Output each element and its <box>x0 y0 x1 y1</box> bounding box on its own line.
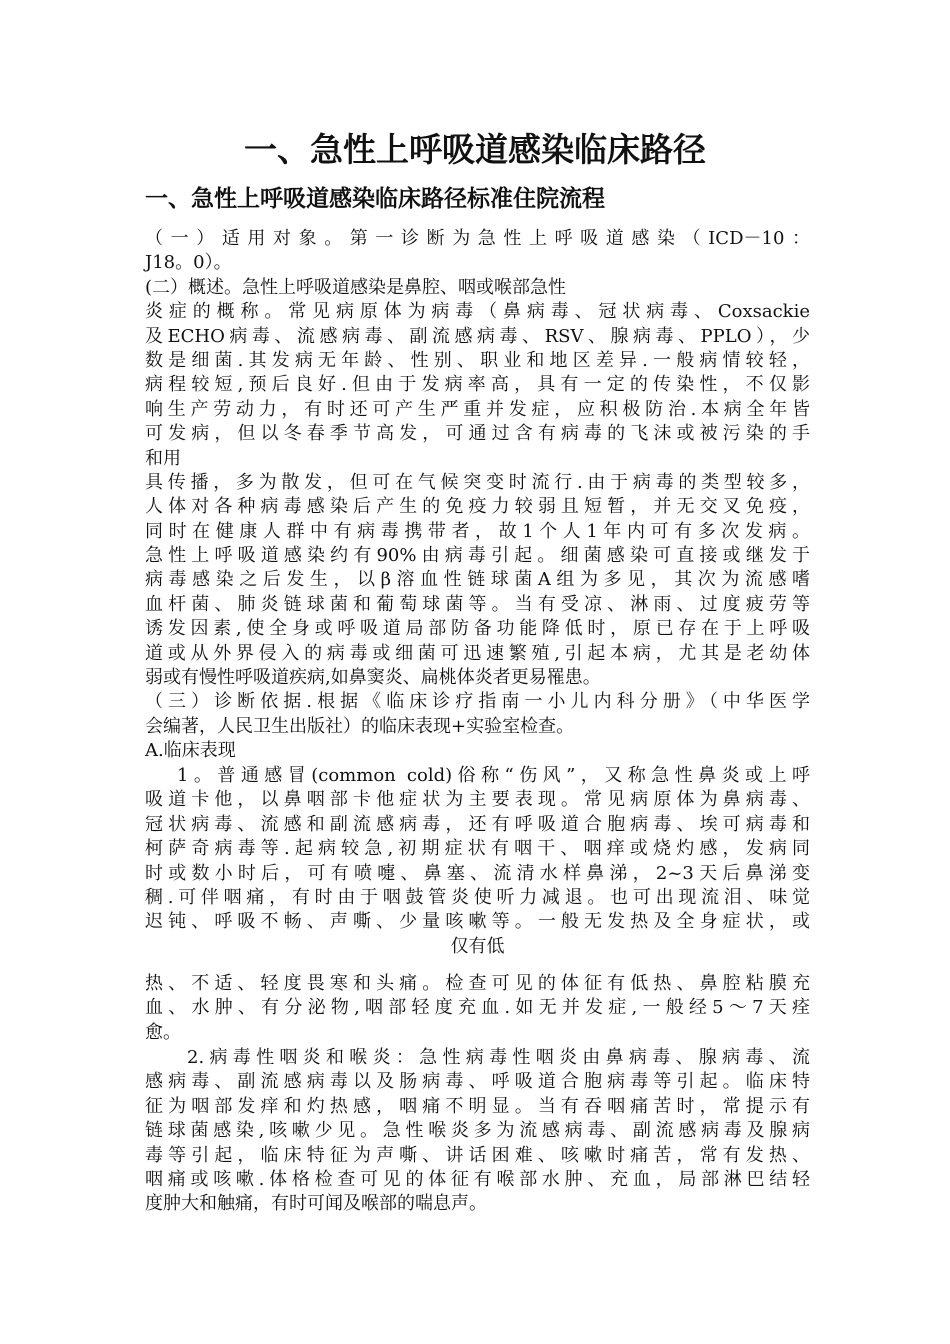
text-line: 迟钝、呼吸不畅、声嘶、少量咳嗽等。一般无发热及全身症状，或 <box>145 911 810 933</box>
text-line: 愈。 <box>145 1021 181 1043</box>
text-line: 炎症的概称。常见病原体为病毒（鼻病毒、冠状病毒、Coxsackie <box>145 301 810 323</box>
text-line: J18。0）。 <box>145 252 232 274</box>
paragraph-common-cold-continued <box>145 972 810 1045</box>
text-line: 具传播，多为散发，但可在气候突变时流行.由于病毒的类型较多， <box>145 471 810 493</box>
text-line: 链球菌感染,咳嗽少见。急性喉炎多为流感病毒、副流感病毒及腺病 <box>145 1120 810 1142</box>
text-line: 和用 <box>145 447 181 469</box>
text-line: 人体对各种病毒感染后产生的免疫力较弱且短暂，并无交叉免疫， <box>145 496 810 518</box>
text-line: 2.病毒性咽炎和喉炎：急性病毒性咽炎由鼻病毒、腺病毒、流 <box>187 1047 810 1068</box>
text-line: 稠.可伴咽痛，有时由于咽鼓管炎使听力减退。也可出现流泪、味觉 <box>145 886 810 908</box>
text-line: 冠状病毒、流感和副流感病毒，还有呼吸道合胞病毒、埃可病毒和 <box>145 813 810 835</box>
text-line: 时或数小时后，可有喷嚏、鼻塞、流清水样鼻涕，2~3天后鼻涕变 <box>145 862 810 884</box>
paragraph-common-cold <box>145 764 810 959</box>
document-title: 一、急性上呼吸道感染临床路径 <box>244 130 706 169</box>
text-line: 可发病，但以冬春季节高发，可通过含有病毒的飞沫或被污染的手 <box>145 423 810 445</box>
text-line: （一）适用对象。第一诊断为急性上呼吸道感染（ICD－10： <box>145 228 810 249</box>
text-line: 仅有低 <box>450 935 505 957</box>
paragraph-block-intro <box>145 227 810 764</box>
text-line: 热、不适、轻度畏寒和头痛。检查可见的体征有低热、鼻腔粘膜充 <box>145 973 810 994</box>
text-line: （三）诊断依据.根据《临床诊疗指南一小儿内科分册》（中华医学 <box>145 691 810 713</box>
text-line: 道或从外界侵入的病毒或细菌可迅速繁殖,引起本病，尤其是老幼体 <box>145 642 810 664</box>
text-line: 病程较短,预后良好.但由于发病率高，具有一定的传染性，不仅影 <box>145 374 810 396</box>
text-line: 吸道卡他，以鼻咽部卡他症状为主要表现。常见病原体为鼻病毒、 <box>145 789 810 811</box>
text-line: 血杆菌、肺炎链球菌和葡萄球菌等。当有受凉、淋雨、过度疲劳等 <box>145 593 810 615</box>
text-line: 数是细菌.其发病无年龄、性别、职业和地区差异.一般病情较轻， <box>145 349 810 371</box>
text-line: 度肿大和触痛，有时可闻及喉部的喘息声。 <box>145 1193 487 1215</box>
text-line: 1。普通感冒(common cold)俗称“伤风”，又称急性鼻炎或上呼 <box>177 765 810 786</box>
text-line: 征为咽部发痒和灼热感，咽痛不明显。当有吞咽痛苦时，常提示有 <box>145 1095 810 1117</box>
text-line: 同时在健康人群中有病毒携带者，故1个人1年内可有多次发病。 <box>145 520 810 542</box>
text-line: 血、水肿、有分泌物,咽部轻度充血.如无并发症,一般经5～7天痊 <box>145 997 810 1019</box>
text-line: 诱发因素,使全身或呼吸道局部防备功能降低时，原已存在于上呼吸 <box>145 618 810 640</box>
section-heading: 一、急性上呼吸道感染临床路径标准住院流程 <box>145 186 605 212</box>
text-line: 毒等引起，临床特征为声嘶、讲话困难、咳嗽时痛苦，常有发热、 <box>145 1144 810 1166</box>
text-line: 病毒感染之后发生，以β溶血性链球菌A组为多见，其次为流感嗜 <box>145 569 810 591</box>
text-line: 响生产劳动力，有时还可产生严重并发症，应积极防治.本病全年皆 <box>145 398 810 420</box>
text-line: 弱或有慢性呼吸道疾病,如鼻窦炎、扁桃体炎者更易罹患。 <box>145 667 601 689</box>
text-line: (二）概述。急性上呼吸道感染是鼻腔、咽或喉部急性 <box>145 276 567 298</box>
text-line: A.临床表现 <box>145 740 236 762</box>
text-line: 急性上呼吸道感染约有90%由病毒引起。细菌感染可直接或继发于 <box>145 545 810 567</box>
text-line: 会编著，人民卫生出版社）的临床表现+实验室检查。 <box>145 715 575 737</box>
text-line: 及ECHO病毒、流感病毒、副流感病毒、RSV、腺病毒、PPLO），少 <box>145 325 810 347</box>
paragraph-viral-pharyngitis <box>145 1046 810 1217</box>
text-line: 咽痛或咳嗽.体格检查可见的体征有喉部水肿、充血，局部淋巴结轻 <box>145 1168 810 1190</box>
text-line: 柯萨奇病毒等.起病较急,初期症状有咽干、咽痒或烧灼感，发病同 <box>145 838 810 860</box>
text-line: 感病毒、副流感病毒以及肠病毒、呼吸道合胞病毒等引起。临床特 <box>145 1071 810 1093</box>
